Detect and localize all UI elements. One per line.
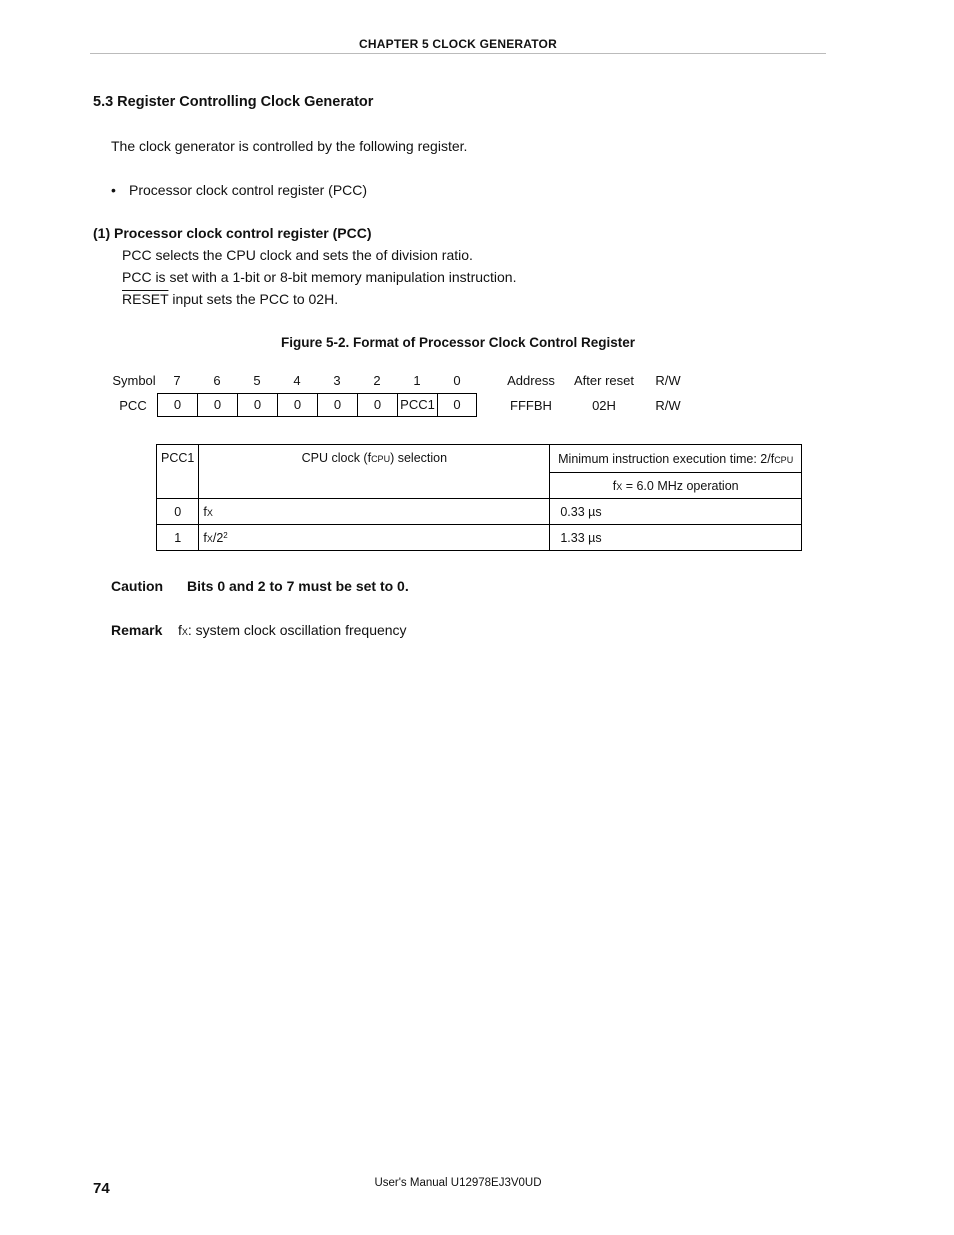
exec-time-header-sub: CPU [774, 454, 794, 465]
pcc1-value: 1 [157, 525, 199, 551]
section-title: 5.3 Register Controlling Clock Generator [93, 94, 374, 110]
register-after-reset: 02H [592, 398, 616, 413]
subsection-title: (1) Processor clock control register (PCC) [93, 225, 372, 241]
table-row [157, 525, 802, 551]
clock-value [199, 525, 550, 551]
bit-number: 3 [333, 373, 341, 388]
manual-footer: User's Manual U12978EJ3V0UD [374, 1177, 542, 1189]
figure-title: Figure 5-2. Format of Processor Clock Control Register [280, 335, 636, 350]
subsection-line-1: PCC selects the CPU clock and sets the of division ratio. [122, 247, 473, 263]
bit-number: 5 [253, 373, 261, 388]
bit-number: 0 [453, 373, 461, 388]
clock-value-post: /2 [212, 530, 224, 545]
chapter-header: CHAPTER 5 CLOCK GENERATOR [359, 37, 557, 51]
pcc1-column-header: PCC1 [157, 445, 199, 499]
bullet-dot: • [111, 182, 116, 198]
exec-time-header-pre: Minimum instruction execution time: 2/f [558, 451, 775, 466]
table-row [157, 499, 802, 525]
caution-text: Bits 0 and 2 to 7 must be set to 0. [187, 578, 409, 594]
remark-label: Remark [111, 622, 163, 638]
reset-signal: RESET [122, 291, 169, 307]
rw-header: R/W [655, 373, 681, 388]
subsection-line-3-rest: input sets the PCC to 02H. [168, 291, 339, 307]
section-intro: The clock generator is controlled by the following register. [111, 138, 468, 154]
bit-cell: 0 [237, 393, 277, 417]
cpu-clock-column-header [199, 445, 550, 499]
remark-text-pre: f [178, 622, 182, 638]
clock-value-sub: X [206, 507, 213, 518]
bullet-text: Processor clock control register (PCC) [129, 182, 368, 198]
cpu-clock-header-sub: CPU [371, 454, 391, 464]
bit-number: 4 [293, 373, 301, 388]
bit-cell: 0 [437, 393, 477, 417]
header-rule [90, 53, 826, 54]
after-reset-header: After reset [574, 373, 634, 388]
exec-time-value: 1.33 µs [550, 525, 802, 551]
exec-time-column-header [550, 445, 802, 473]
bit-number: 6 [213, 373, 221, 388]
bit-number: 2 [373, 373, 381, 388]
bit-number: 7 [173, 373, 181, 388]
register-address: FFFBH [510, 398, 552, 413]
register-rw: R/W [655, 398, 681, 413]
bit-cell: 0 [317, 393, 357, 417]
cpu-clock-selection-table [156, 444, 802, 551]
page-number: 74 [93, 1180, 110, 1197]
pcc1-value: 0 [157, 499, 199, 525]
exec-time-subheader-post: = 6.0 MHz operation [622, 478, 739, 493]
remark-text-post: : system clock oscillation frequency [187, 622, 407, 638]
clock-value-sub: X [206, 533, 213, 544]
bit-number: 1 [413, 373, 421, 388]
cpu-clock-header-pre: CPU clock (f [301, 451, 372, 465]
address-header: Address [507, 373, 555, 388]
bullet-item [111, 182, 367, 198]
clock-value-main: f [203, 530, 207, 545]
remark-text-sub: X [181, 627, 188, 637]
bit-cell: PCC1 [397, 393, 437, 417]
bit-cell: 0 [197, 393, 237, 417]
remark-text [178, 622, 407, 638]
register-symbol: PCC [119, 398, 147, 413]
cpu-clock-header-post: ) selection [390, 451, 448, 465]
caution-label: Caution [111, 578, 164, 594]
subsection-line-2: PCC is set with a 1-bit or 8-bit memory manipulation instruction. [122, 269, 517, 285]
symbol-header: Symbol [112, 373, 156, 388]
exec-time-subheader-pre: f [612, 478, 617, 493]
exec-time-subheader [550, 473, 802, 499]
exec-time-value: 0.33 µs [550, 499, 802, 525]
exec-time-subheader-sub: X [616, 481, 623, 492]
subsection-line-3 [122, 291, 338, 307]
clock-value-main: f [203, 504, 207, 519]
clock-value-sup: 2 [223, 530, 228, 540]
bit-cell: 0 [277, 393, 317, 417]
clock-value [199, 499, 550, 525]
bit-cell: 0 [157, 393, 197, 417]
bit-cell: 0 [357, 393, 397, 417]
